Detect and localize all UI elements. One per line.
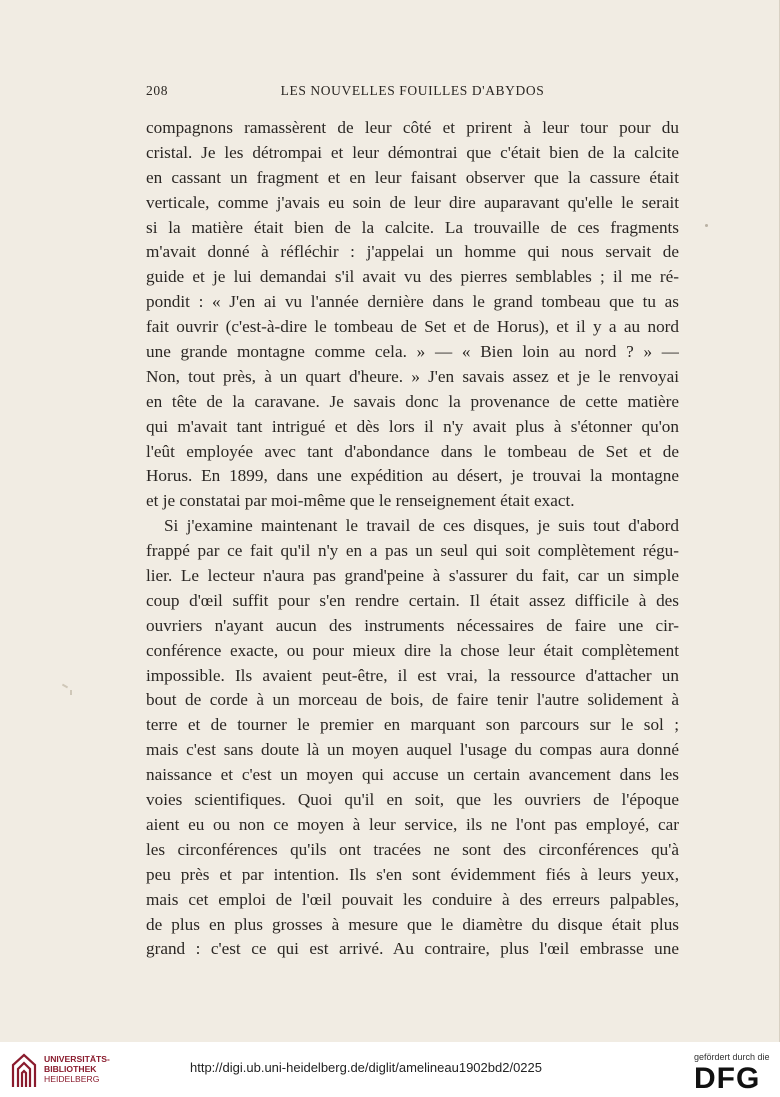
text-line: naissance et c'est un moyen qui accuse un certain avancement dans les [146, 765, 679, 785]
paper-speck [705, 224, 708, 227]
text-line: verticale, comme j'avais eu soin de leur dire auparavant qu'elle le serait [146, 192, 679, 212]
text-line: cristal. Je les détrompai et leur démontrai que c'était bien de la calcite [146, 142, 679, 162]
text-line: grand : c'est ce qui est arrivé. Au contraire, plus l'œil embrasse une [146, 939, 679, 959]
text-line: peu près et par intention. Ils s'en sont évidemment fiés à leurs yeux, [146, 864, 679, 884]
dfg-logo: DFG [694, 1062, 761, 1095]
text-line: guide et je lui demandai s'il avait vu des pierres semblables ; il me ré- [146, 267, 679, 287]
library-logo-icon [10, 1051, 38, 1091]
library-name-line: BIBLIOTHEK [44, 1064, 97, 1074]
page-header [146, 83, 679, 103]
text-line: aient eu ou non ce moyen à leur service, ils ne l'ont pas employé, car [146, 814, 679, 834]
text-line: m'avait donné à réfléchir : j'appelai un homme qui nous servait de [146, 242, 679, 262]
library-name-line: UNIVERSITÄTS- [44, 1054, 110, 1064]
text-line: Non, tout près, à un quart d'heure. » J'en savais assez et je le renvoyai [146, 366, 679, 386]
source-url-link[interactable]: http://digi.ub.uni-heidelberg.de/diglit/amelineau1902bd2/0225 [190, 1060, 542, 1075]
text-line: impossible. Ils avaient peut-être, il est vrai, la ressource d'attacher un [146, 665, 679, 685]
text-line: conférence exacte, ou pour mieux dire la chose leur était complètement [146, 640, 679, 660]
funded-by-text: gefördert durch die [694, 1052, 770, 1062]
text-line: Horus. En 1899, dans une expédition au désert, je trouvai la montagne [146, 466, 679, 486]
text-line: lier. Le lecteur n'aura pas grand'peine à s'assurer du fait, car un simple [146, 566, 679, 586]
text-line: mais cet emploi de l'œil pouvait les conduire à des erreurs palpables, [146, 889, 679, 909]
library-name-line: HEIDELBERG [44, 1074, 100, 1084]
text-line: ouvriers n'ayant aucun des instruments nécessaires de faire une cir- [146, 615, 679, 635]
text-line: l'eût employée avec tant d'abondance dans le tombeau de Set et de [146, 441, 679, 461]
text-line: bout de corde à un morceau de bois, de faire tenir l'autre solidement à [146, 690, 679, 710]
text-line: coup d'œil suffit pour s'en rendre certain. Il était assez difficile à des [146, 590, 679, 610]
text-line: compagnons ramassèrent de leur côté et prirent à leur tour pour du [146, 118, 679, 137]
paper-speck [70, 690, 72, 695]
text-line: qui m'avait tant intrigué et dès lors il n'y avait plus à s'étonner qu'on [146, 416, 679, 436]
text-line: si la matière était bien de la calcite. La trouvaille de ces fragments [146, 217, 679, 237]
text-line: pondit : « J'en ai vu l'année dernière dans le grand tombeau que tu as [146, 292, 679, 312]
paper-speck [62, 684, 68, 689]
page-number: 208 [146, 83, 169, 98]
library-name [44, 1054, 110, 1084]
text-line: de plus en plus grosses à mesure que le diamètre du disque était plus [146, 914, 679, 934]
running-title: LES NOUVELLES FOUILLES D'ABYDOS [280, 83, 545, 98]
text-line: fait ouvrir (c'est-à-dire le tombeau de Set et de Horus), et il y a au nord [146, 317, 679, 337]
text-line: mais c'est sans doute là un moyen auquel l'usage du compas aura donné [146, 740, 679, 760]
text-line: et je constatai par moi-même que le renseignement était exact. [146, 491, 575, 511]
text-line: voies scientifiques. Quoi qu'il en soit, que les ouvriers de l'époque [146, 790, 679, 810]
text-line: en tête de la caravane. Je savais donc la provenance de cette matière [146, 391, 679, 411]
text-line: terre et de tourner le premier en marquant son parcours sur le sol ; [146, 715, 679, 735]
text-line: en cassant un fragment et en leur faisant observer que la cassure était [146, 167, 679, 187]
text-line: Si j'examine maintenant le travail de ces disques, je suis tout d'abord [164, 516, 679, 536]
body-text [146, 116, 679, 962]
text-line: frappé par ce fait qu'il n'y en a pas un seul qui soit complètement régu- [146, 541, 679, 561]
text-line: les circonférences qu'ils ont tracées ne sont des circonférences qu'à [146, 839, 679, 859]
text-line: une grande montagne comme cela. » — « Bien loin au nord ? » — [146, 342, 679, 362]
